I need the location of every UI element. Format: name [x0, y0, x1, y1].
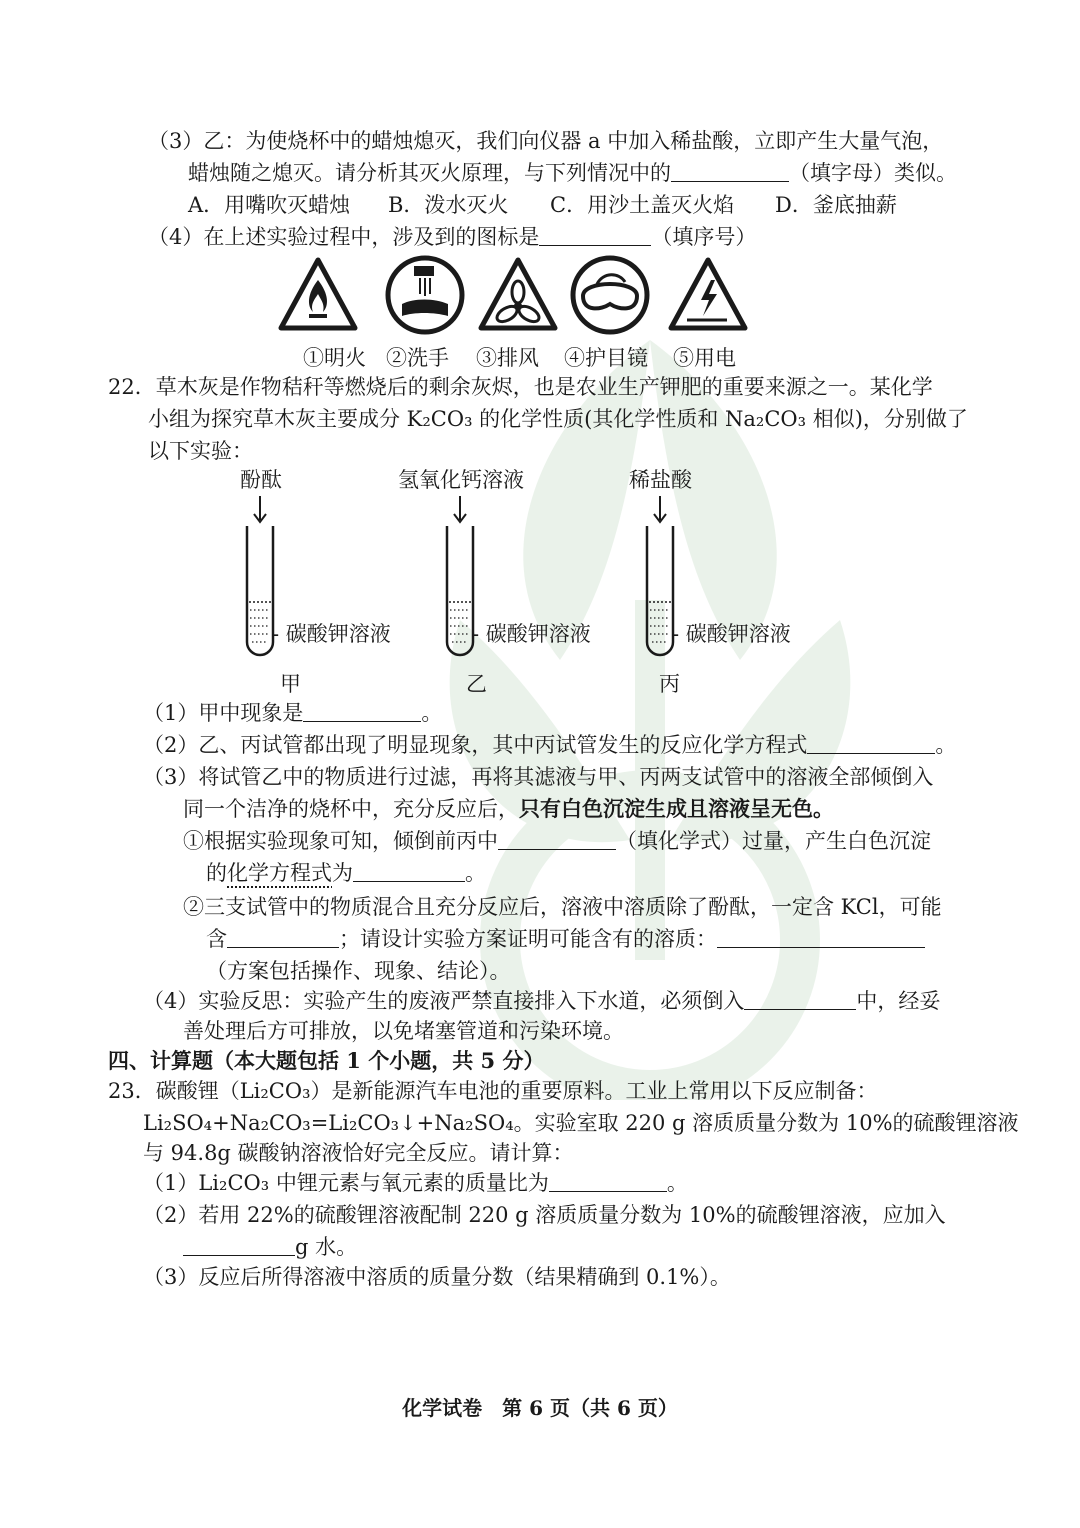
q23-line2: Li₂SO₄+Na₂CO₃=Li₂CO₃↓+Na₂SO₄。实验室取 220 g 溶质质量分数为 10%的硫酸锂溶液: [143, 1111, 1019, 1135]
goggles-icon: [569, 254, 651, 336]
answer-blank[interactable]: [549, 1169, 667, 1192]
tube-b-reagent: 氢氧化钙溶液: [398, 468, 524, 492]
q22-part3-sub2-line3: （方案包括操作、现象、结论）。: [206, 959, 511, 983]
tube-b-content: - 碳酸钾溶液: [472, 622, 591, 646]
icon-label-fire: ①明火: [303, 346, 366, 370]
q23-part1: （1）Li₂CO₃ 中锂元素与氧元素的质量比为 。: [143, 1171, 688, 1195]
icon-label-electric: ⑤用电: [673, 346, 736, 370]
q22-intro-line2: 小组为探究草木灰主要成分 K₂CO₃ 的化学性质(其化学性质和 Na₂CO₃ 相似)，分别做了: [148, 407, 968, 431]
electricity-icon: [667, 254, 749, 336]
fire-icon: [277, 254, 359, 336]
q22-part3-line2: 同一个洁净的烧杯中，充分反应后，只有白色沉淀生成且溶液呈无色。: [183, 796, 834, 821]
q21-part3-line2: 蜡烛随之熄灭。请分析其灭火原理，与下列情况中的 （填字母）类似。: [188, 161, 957, 185]
q22-part3-sub1-line2: 的化学方程式为 。: [206, 861, 486, 885]
q23-part2-line1: （2）若用 22%的硫酸锂溶液配制 220 g 溶质质量分数为 10%的硫酸锂溶液，应加入: [143, 1203, 946, 1227]
answer-blank[interactable]: [671, 159, 789, 182]
answer-blank[interactable]: [498, 827, 616, 850]
icon-label-wash: ②洗手: [386, 346, 449, 370]
tube-a-label: 甲: [280, 672, 301, 696]
q23-part3: （3）反应后所得溶液中溶质的质量分数（结果精确到 0.1%）。: [143, 1265, 731, 1289]
answer-blank[interactable]: [183, 1233, 295, 1256]
tube-c-reagent: 稀盐酸: [629, 468, 692, 492]
q22-intro-line1: 22．草木灰是作物秸秆等燃烧后的剩余灰烬，也是农业生产钾肥的重要来源之一。某化学: [108, 375, 933, 399]
option-b: B．泼水灭火: [388, 193, 509, 217]
icon-label-goggles: ④护目镜: [564, 346, 648, 370]
q23-line1: 23．碳酸锂（Li₂CO₃）是新能源汽车电池的重要原料。工业上常用以下反应制备：: [108, 1079, 878, 1103]
option-d: D．釜底抽薪: [775, 193, 897, 217]
icon-label-fan: ③排风: [476, 346, 539, 370]
answer-blank[interactable]: [303, 699, 421, 722]
tube-a-content: - 碳酸钾溶液: [272, 622, 391, 646]
page-footer: 化学试卷 第 6 页（共 6 页）: [402, 1396, 678, 1420]
tube-b-label: 乙: [466, 672, 487, 696]
q21-part3-line1: （3）乙：为使烧杯中的蜡烛熄灭，我们向仪器 a 中加入稀盐酸，立即产生大量气泡，: [148, 129, 944, 153]
q23-line3: 与 94.8g 碳酸钠溶液恰好完全反应。请计算：: [143, 1141, 574, 1165]
answer-blank[interactable]: [717, 925, 925, 948]
answer-blank[interactable]: [353, 859, 465, 882]
tube-c-label: 丙: [659, 672, 680, 696]
q22-part4-line2: 善处理后方可排放，以免堵塞管道和污染环境。: [183, 1019, 624, 1043]
q23-part2-line2: g 水。: [183, 1232, 357, 1262]
answer-blank[interactable]: [807, 731, 935, 754]
wash-hands-icon: [384, 254, 466, 336]
answer-blank[interactable]: [539, 223, 651, 246]
tube-a-reagent: 酚酞: [240, 468, 282, 492]
ventilation-fan-icon: [477, 254, 559, 336]
q21-part4: （4）在上述实验过程中，涉及到的图标是 （填序号）: [148, 225, 757, 249]
q22-part3-line1: （3）将试管乙中的物质进行过滤，再将其滤液与甲、丙两支试管中的溶液全部倾倒入: [143, 765, 934, 789]
q22-part2: （2）乙、丙试管都出现了明显现象，其中丙试管发生的反应化学方程式 。: [143, 733, 957, 757]
answer-blank[interactable]: [227, 925, 339, 948]
q22-intro-line3: 以下实验：: [148, 439, 253, 463]
q22-part3-sub1-line1: ①根据实验现象可知，倾倒前丙中 （填化学式）过量，产生白色沉淀: [183, 829, 931, 853]
q22-part3-sub2-line2: 含 ；请设计实验方案证明可能含有的溶质：: [206, 924, 925, 954]
q22-part3-sub2-line1: ②三支试管中的物质混合且充分反应后，溶液中溶质除了酚酞，一定含 KCl，可能: [183, 895, 942, 919]
q22-part4-line1: （4）实验反思：实验产生的废液严禁直接排入下水道，必须倒入 中，经妥: [143, 989, 941, 1013]
tube-c-content: - 碳酸钾溶液: [672, 622, 791, 646]
option-c: C．用沙土盖灭火焰: [550, 193, 735, 217]
answer-blank[interactable]: [744, 987, 856, 1010]
section-title: 四、计算题（本大题包括 1 个小题，共 5 分）: [108, 1048, 545, 1073]
q22-part1: （1）甲中现象是 。: [143, 701, 443, 725]
option-a: A．用嘴吹灭蜡烛: [188, 193, 351, 217]
